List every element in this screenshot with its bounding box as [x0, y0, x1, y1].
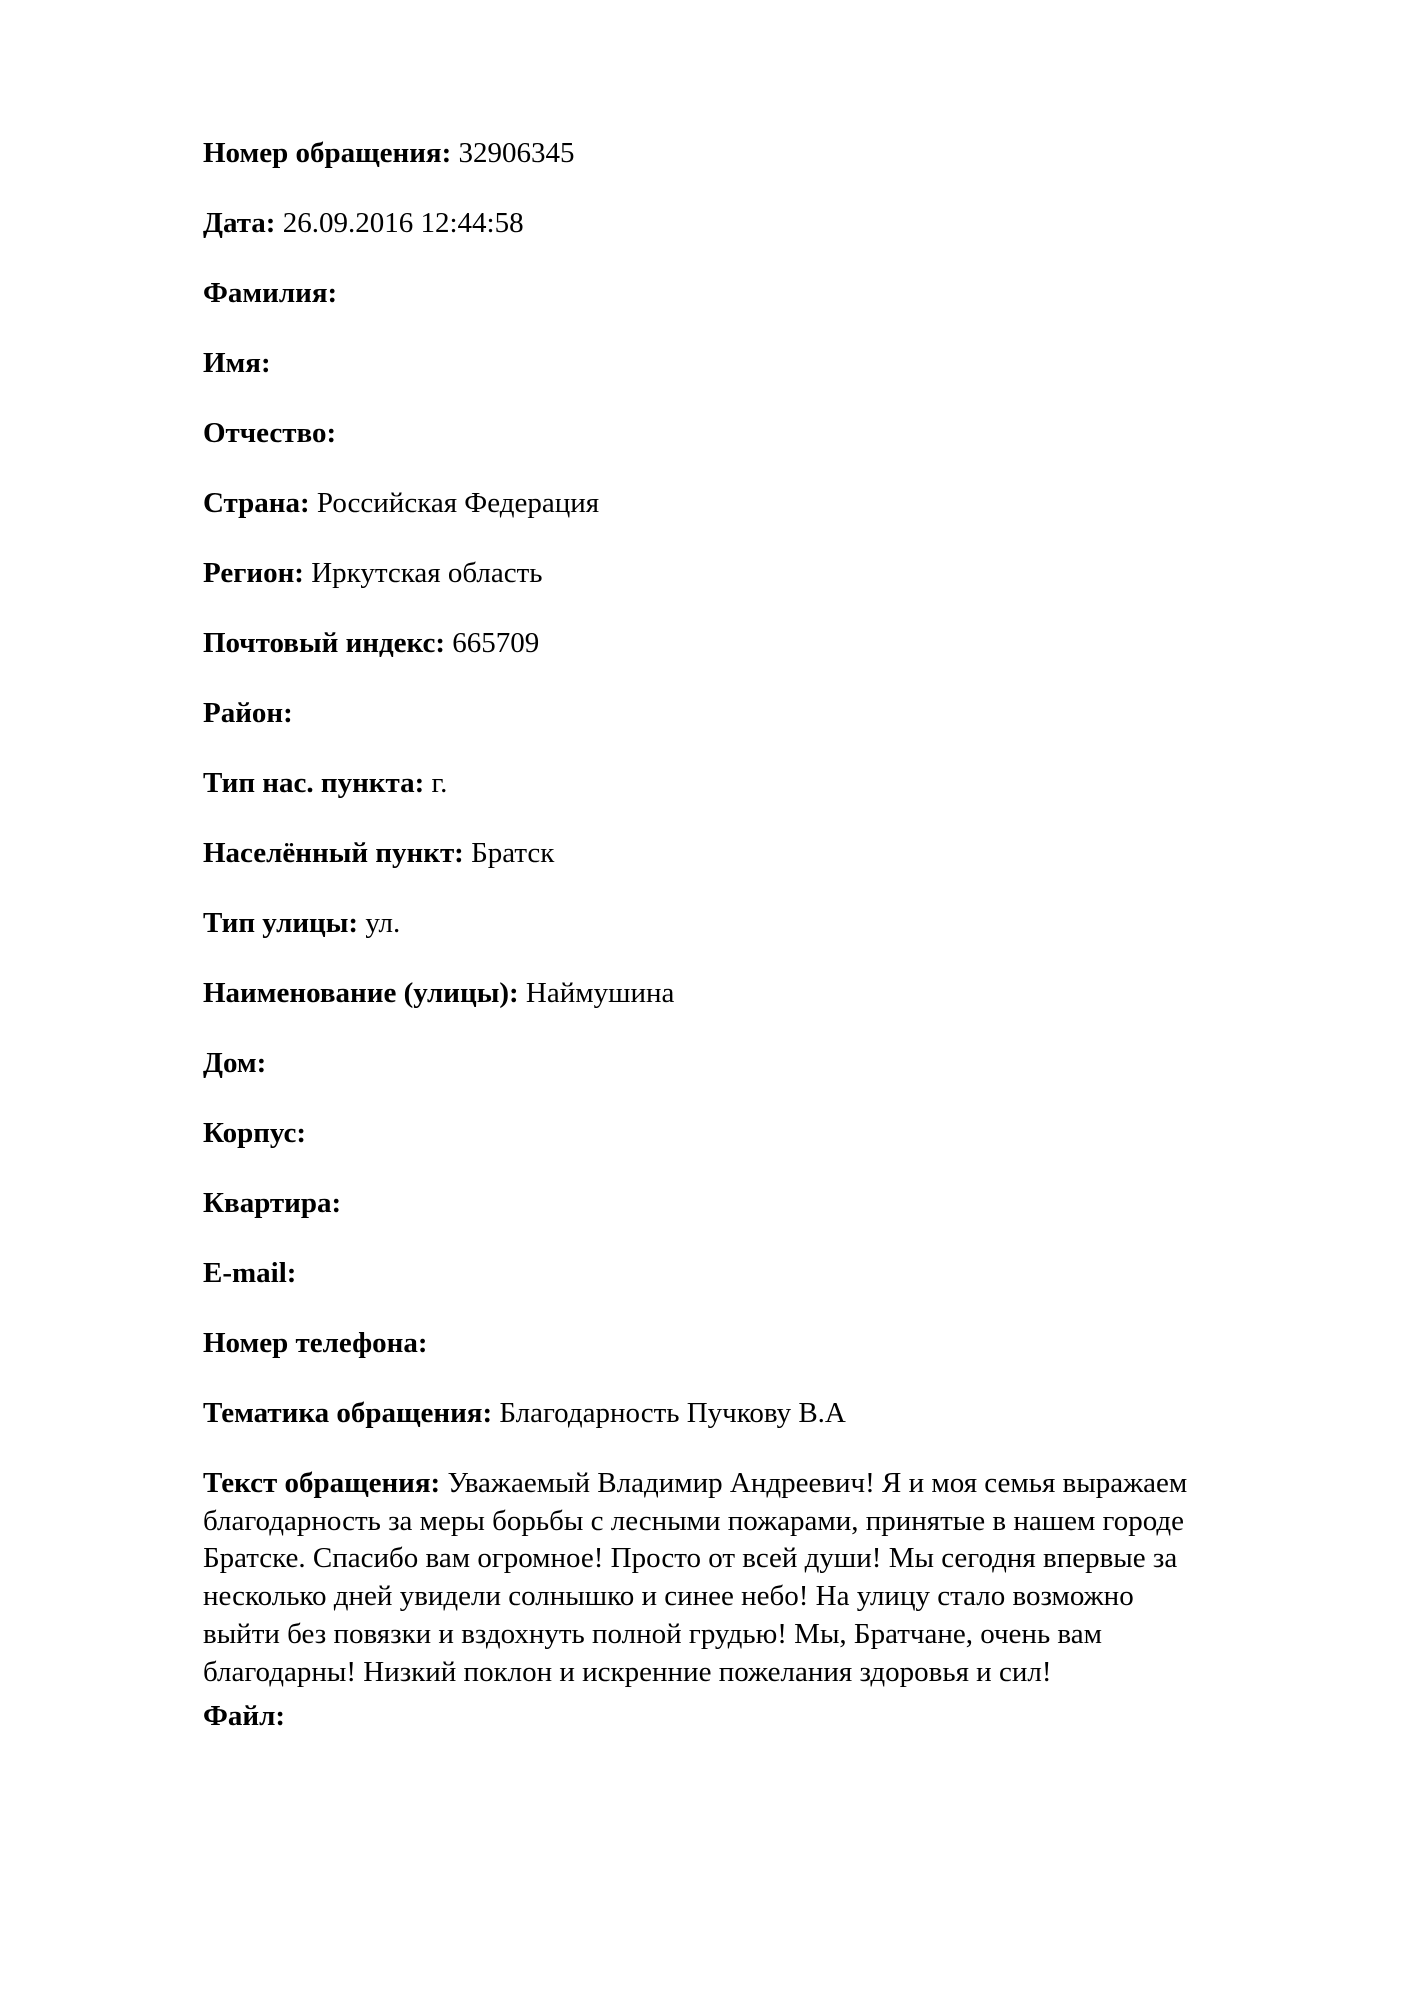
field-label: Файл: [203, 1700, 286, 1732]
field-value: 26.09.2016 12:44:58 [282, 207, 524, 239]
field-topic [203, 1395, 1313, 1433]
field-country [203, 485, 1313, 523]
field-house [203, 1045, 1313, 1083]
field-label: Страна: [203, 487, 310, 519]
field-email [203, 1255, 1313, 1293]
message-line: благодарны! Низкий поклон и искренние пожелания здоровья и сил! [203, 1655, 1052, 1688]
message-line: Братске. Спасибо вам огромное! Просто от всей души! Мы сегодня впервые за [203, 1542, 1178, 1575]
field-surname [203, 275, 1313, 313]
message-line [203, 1465, 1313, 1503]
field-street-type [203, 905, 1313, 943]
field-label: Корпус: [203, 1117, 307, 1149]
field-label: Тип улицы: [203, 907, 359, 939]
field-label: Квартира: [203, 1187, 342, 1219]
field-phone [203, 1325, 1313, 1363]
field-label: Фамилия: [203, 277, 338, 309]
field-region [203, 555, 1313, 593]
field-value: Российская Федерация [316, 487, 600, 519]
field-label: E-mail: [203, 1257, 297, 1289]
field-postal-code [203, 625, 1313, 663]
field-building [203, 1115, 1313, 1153]
message-text: Уважаемый Владимир Андреевич! Я и моя семья выражаем [447, 1467, 1188, 1499]
field-patronymic [203, 415, 1313, 453]
field-file [203, 1698, 1313, 1736]
field-label: Населённый пункт: [203, 837, 464, 869]
field-label: Регион: [203, 557, 304, 589]
field-value: Братск [471, 837, 555, 869]
field-value: г. [431, 767, 448, 799]
field-message-text [203, 1465, 1313, 1691]
field-label: Текст обращения: [203, 1467, 441, 1499]
field-label: Номер обращения: [203, 137, 452, 169]
field-value: Иркутская область [311, 557, 543, 589]
field-label: Дом: [203, 1047, 267, 1079]
field-label: Номер телефона: [203, 1327, 428, 1359]
field-appeal-number [203, 135, 1313, 173]
field-label: Наименование (улицы): [203, 977, 519, 1009]
field-value: 32906345 [458, 137, 575, 169]
field-street-name [203, 975, 1313, 1013]
field-label: Тип нас. пункта: [203, 767, 425, 799]
message-line: несколько дней увидели солнышко и синее небо! На улицу стало возможно [203, 1580, 1134, 1613]
field-first-name [203, 345, 1313, 383]
field-value: 665709 [452, 627, 540, 659]
field-value: Наймушина [525, 977, 675, 1009]
field-label: Отчество: [203, 417, 337, 449]
field-settlement-type [203, 765, 1313, 803]
field-label: Район: [203, 697, 293, 729]
field-value: ул. [365, 907, 401, 939]
message-line: благодарность за меры борьбы с лесными пожарами, принятые в нашем городе [203, 1504, 1185, 1537]
field-value: Благодарность Пучкову В.А [499, 1397, 846, 1429]
field-date [203, 205, 1313, 243]
field-label: Тематика обращения: [203, 1397, 493, 1429]
field-label: Имя: [203, 347, 271, 379]
field-district [203, 695, 1313, 733]
field-label: Дата: [203, 207, 276, 239]
message-line: выйти без повязки и вздохнуть полной грудью! Мы, Братчане, очень вам [203, 1617, 1102, 1650]
field-label: Почтовый индекс: [203, 627, 446, 659]
field-settlement [203, 835, 1313, 873]
field-apartment [203, 1185, 1313, 1223]
